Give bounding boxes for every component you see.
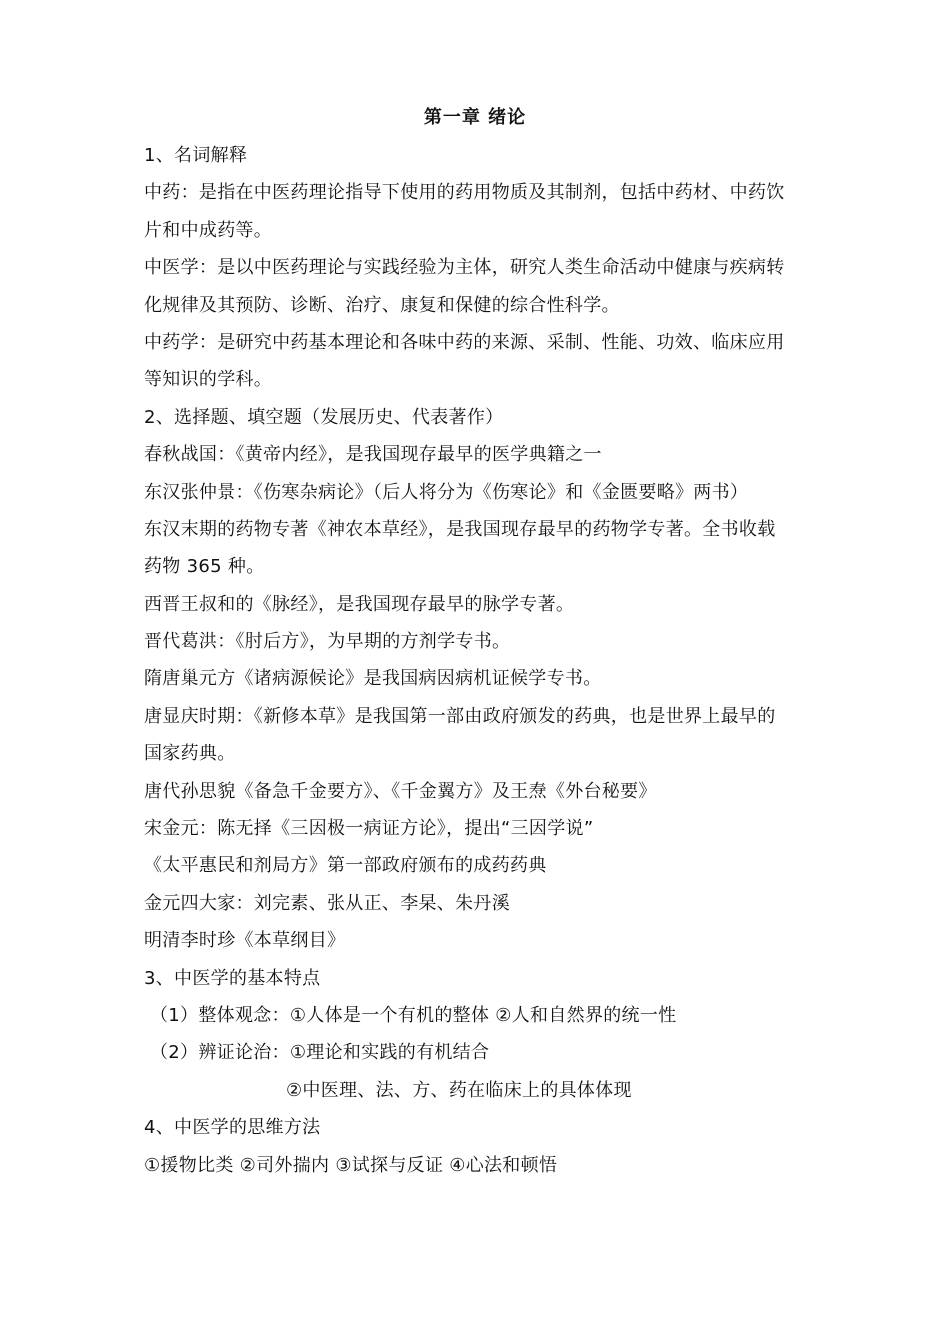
paragraph-line: 《太平惠民和剂局方》第一部政府颁布的成药药典	[144, 855, 547, 877]
paragraph-line: 春秋战国：《黄帝内经》，是我国现存最早的医学典籍之一	[144, 444, 602, 466]
paragraph-line: 唐显庆时期：《新修本草》是我国第一部由政府颁发的药典，也是世界上最早的	[144, 705, 776, 727]
section-heading-history: 2、选择题、填空题（发展历史、代表著作）	[144, 406, 504, 428]
chapter-title: 第一章 绪论	[423, 107, 527, 128]
paragraph-line: 宋金元：陈无择《三因极一病证方论》，提出“三因学说”	[144, 818, 594, 840]
paragraph-line: 中医学：是以中医药理论与实践经验为主体，研究人类生命活动中健康与疾病转	[144, 257, 785, 279]
paragraph-line: 东汉末期的药物专著《神农本草经》，是我国现存最早的药物学专著。全书收载	[144, 518, 776, 540]
paragraph-line: 晋代葛洪：《肘后方》，为早期的方剂学专书。	[144, 631, 511, 653]
paragraph-line: 唐代孙思貌《备急千金要方》、《千金翼方》及王焘《外台秘要》	[144, 780, 657, 802]
section-heading-terms: 1、名词解释	[144, 145, 248, 166]
section-heading-features: 3、中医学的基本特点	[144, 967, 321, 989]
feature-item-syndrome: （2）辨证论治：①理论和实践的有机结合	[150, 1042, 490, 1064]
feature-item-syndrome-continued: ②中医理、法、方、药在临床上的具体体现	[286, 1079, 632, 1101]
paragraph-line: 药物 365 种。	[144, 556, 265, 578]
paragraph-line: 中药：是指在中医药理论指导下使用的药用物质及其制剂，包括中药材、中药饮	[144, 182, 785, 204]
paragraph-line: 东汉张仲景：《伤寒杂病论》（后人将分为《伤寒论》和《金匮要略》两书）	[144, 481, 749, 503]
paragraph-line: 西晋王叔和的《脉经》，是我国现存最早的脉学专著。	[144, 593, 575, 615]
thinking-methods-line: ①援物比类 ②司外揣内 ③试探与反证 ④心法和顿悟	[144, 1154, 558, 1176]
paragraph-line: 明清李时珍《本草纲目》	[144, 930, 346, 952]
feature-item-holism: （1）整体观念：①人体是一个有机的整体 ②人和自然界的统一性	[150, 1004, 677, 1026]
document-body	[144, 137, 824, 1184]
paragraph-line: 中药学：是研究中药基本理论和各味中药的来源、采制、性能、功效、临床应用	[144, 331, 785, 353]
paragraph-line: 国家药典。	[144, 743, 236, 765]
paragraph-line: 片和中成药等。	[144, 219, 273, 241]
paragraph-line: 金元四大家：刘完素、张从正、李杲、朱丹溪	[144, 892, 510, 914]
paragraph-line: 等知识的学科。	[144, 369, 273, 391]
paragraph-line: 化规律及其预防、诊断、治疗、康复和保健的综合性科学。	[144, 294, 620, 316]
section-heading-thinking: 4、中医学的思维方法	[144, 1117, 321, 1139]
paragraph-line: 隋唐巢元方《诸病源候论》是我国病因病机证候学专书。	[144, 668, 602, 690]
